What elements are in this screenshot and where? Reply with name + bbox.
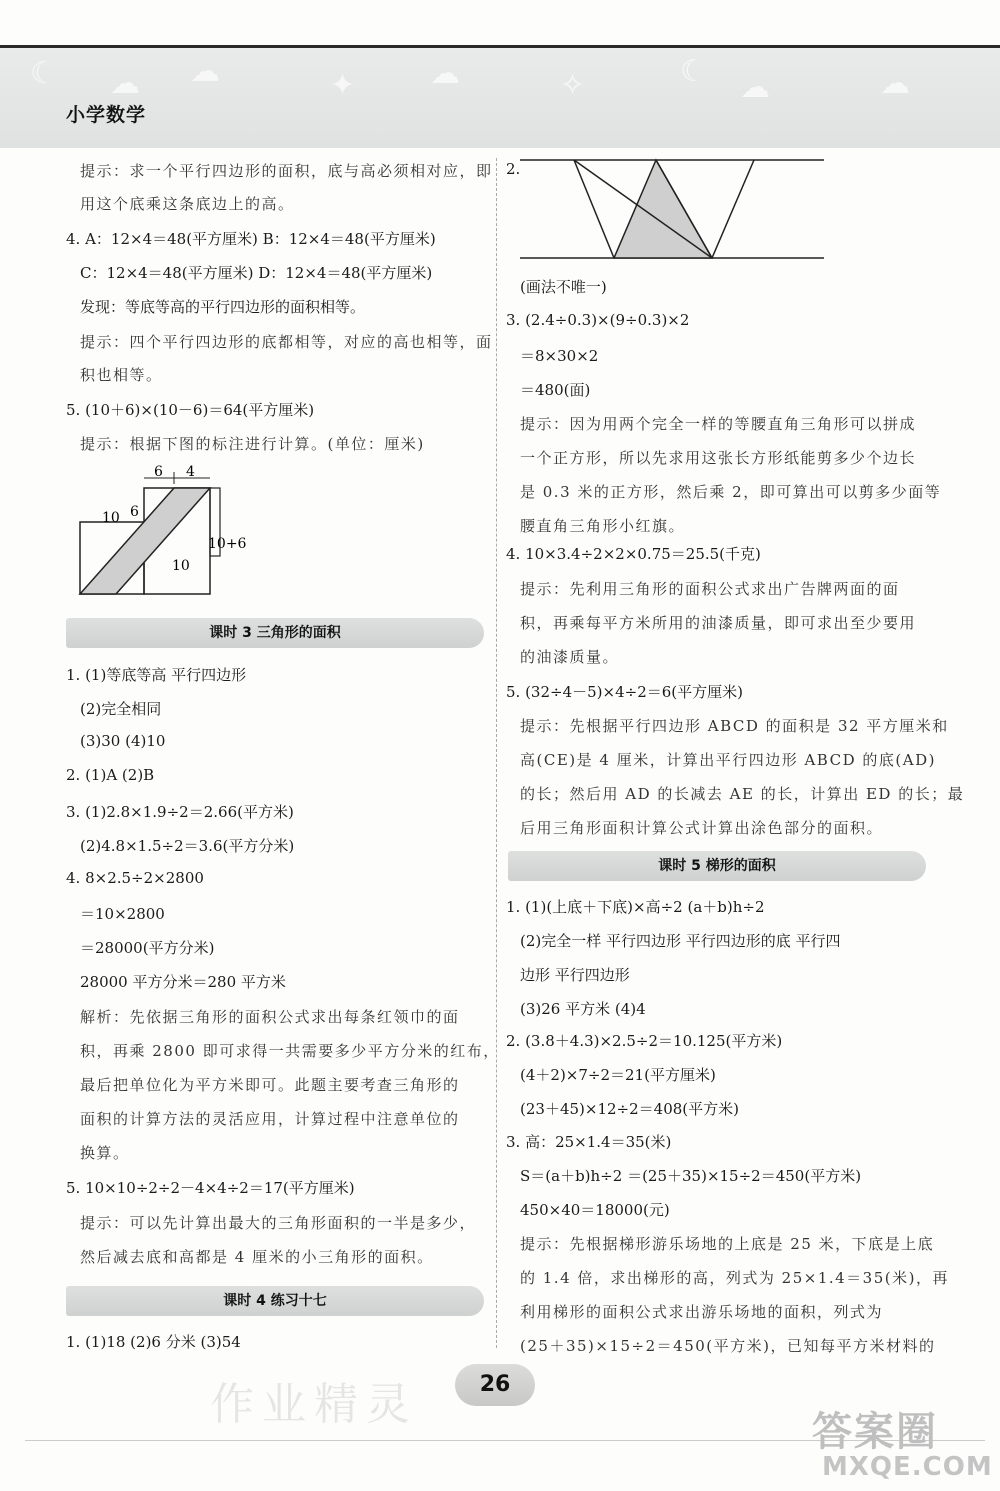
answer-line: 4. A：12×4＝48(平方厘米) B：12×4＝48(平方厘米) <box>66 230 436 248</box>
star-icon: ✧ <box>560 68 586 103</box>
answer-line: (23＋45)×12÷2＝408(平方米) <box>520 1100 739 1118</box>
hint-text: 提示：因为用两个完全一样的等腰直角三角形可以拼成 <box>520 415 917 433</box>
subject-title: 小学数学 <box>66 104 147 126</box>
answer-line: 5. (10＋6)×(10－6)＝64(平方厘米) <box>66 401 315 419</box>
answer-line: 2. (3.8＋4.3)×2.5÷2＝10.125(平方米) <box>506 1032 783 1050</box>
answer-line: 2. (1)A (2)B <box>66 766 155 784</box>
label-10-plus-6: 10+6 <box>208 536 247 552</box>
hint-text: 提示：先根据梯形游乐场地的上底是 25 米，下底是上底 <box>520 1235 935 1253</box>
hint-text: (25＋35)×15÷2＝450(平方米)，已知每平方米材料的 <box>520 1337 936 1355</box>
answer-line: 1. (1)(上底＋下底)×高÷2 (a＋b)h÷2 <box>506 898 765 916</box>
answer-line: 3. (2.4÷0.3)×(9÷0.3)×2 <box>506 311 690 329</box>
hint-text: 的长；然后用 AD 的长减去 AE 的长，计算出 ED 的长；最 <box>520 785 965 803</box>
hint-text: 高(CE)是 4 厘米，计算出平行四边形 ABCD 的底(AD) <box>520 751 936 769</box>
hint-text: 提示：根据下图的标注进行计算。(单位：厘米) <box>80 435 425 453</box>
answer-line: 450×40＝18000(元) <box>520 1201 670 1219</box>
watermark-text: 作业精灵 <box>210 1379 418 1430</box>
answer-line: 2. <box>506 160 521 178</box>
answer-line: 3. (1)2.8×1.9÷2＝2.66(平方米) <box>66 803 294 821</box>
hint-text: 积，再乘每平方米所用的油漆质量，即可求出至少要用 <box>520 614 917 632</box>
answer-line: ＝480(面) <box>520 381 591 399</box>
answer-line: (画法不唯一) <box>520 278 607 296</box>
site-url: MXQE.COM <box>822 1452 993 1482</box>
moon-icon: ☾ <box>680 54 707 89</box>
answer-line: 1. (1)等底等高 平行四边形 <box>66 666 247 684</box>
hint-text: 腰直角三角形小红旗。 <box>520 517 686 535</box>
label-4: 4 <box>186 464 195 480</box>
section-header-lesson4: 课时 4 练习十七 <box>66 1286 484 1316</box>
answer-line: C：12×4＝48(平方厘米) D：12×4＝48(平方厘米) <box>80 264 433 282</box>
label-10: 10 <box>102 510 120 526</box>
hint-text: 然后减去底和高都是 4 厘米的小三角形的面积。 <box>80 1248 434 1266</box>
answer-line: 3. 高：25×1.4＝35(米) <box>506 1133 672 1151</box>
answer-line: 4. 8×2.5÷2×2800 <box>66 869 204 887</box>
cloud-icon: ☁ <box>740 70 770 105</box>
answer-line: 5. (32÷4－5)×4÷2＝6(平方厘米) <box>506 683 743 701</box>
hint-text: 是 0.3 米的正方形，然后乘 2，即可算出可以剪多少面等 <box>520 483 942 501</box>
hint-text: 最后把单位化为平方米即可。此题主要考查三角形的 <box>80 1076 460 1094</box>
answer-line: (2)完全一样 平行四边形 平行四边形的底 平行四 <box>520 932 841 950</box>
hint-text: 的 1.4 倍，求出梯形的高，列式为 25×1.4＝35(米)，再 <box>520 1269 949 1287</box>
cloud-icon: ☁ <box>190 54 220 89</box>
cloud-icon: ☁ <box>880 66 910 101</box>
section-header-lesson3: 课时 3 三角形的面积 <box>66 618 484 648</box>
answer-line: ＝8×30×2 <box>520 347 599 365</box>
answer-line: (2)完全相同 <box>80 700 162 718</box>
column-divider <box>496 158 497 1348</box>
answer-line: 28000 平方分米＝280 平方米 <box>80 973 286 991</box>
cloud-icon: ☁ <box>430 56 460 91</box>
star-icon: ✦ <box>330 68 356 103</box>
answer-line: 4. 10×3.4÷2×2×0.75＝25.5(千克) <box>506 545 761 563</box>
hint-text: 提示：求一个平行四边形的面积，底与高必须相对应，即 <box>80 162 493 180</box>
answer-line: (3)30 (4)10 <box>80 732 166 750</box>
left-column-end <box>66 0 491 1360</box>
label-6b: 6 <box>130 504 139 520</box>
answer-line: 边形 平行四边形 <box>520 966 630 984</box>
answer-line: ＝28000(平方分米) <box>80 939 215 957</box>
answer-line: (2)4.8×1.5÷2＝3.6(平方分米) <box>80 837 295 855</box>
answer-line: ＝10×2800 <box>80 905 165 923</box>
page-number: 26 <box>455 1364 535 1406</box>
hint-text: 后用三角形面积计算公式计算出涂色部分的面积。 <box>520 819 884 837</box>
answer-line: 1. (1)18 (2)6 分米 (3)54 <box>66 1333 241 1351</box>
cloud-icon: ☁ <box>110 66 140 101</box>
hint-text: 提示：先利用三角形的面积公式求出广告牌两面的面 <box>520 580 900 598</box>
hint-text: 利用梯形的面积公式求出游乐场地的面积，列式为 <box>520 1303 884 1321</box>
right-column-lower <box>506 0 949 1360</box>
hint-text: 换算。 <box>80 1144 130 1162</box>
hint-text: 解析：先依据三角形的面积公式求出每条红领巾的面 <box>80 1008 460 1026</box>
section-header-lesson5: 课时 5 梯形的面积 <box>508 851 926 881</box>
site-logo: 答案圈 <box>812 1409 938 1455</box>
hint-text: 积，再乘 2800 即可求得一共需要多少平方分米的红布， <box>80 1042 500 1060</box>
hint-text: 面积的计算方法的灵活应用，计算过程中注意单位的 <box>80 1110 460 1128</box>
answer-line: S＝(a＋b)h÷2 ＝(25＋35)×15÷2＝450(平方米) <box>520 1167 862 1185</box>
hint-text: 用这个底乘这条底边上的高。 <box>80 195 295 213</box>
hint-text: 提示：四个平行四边形的底都相等，对应的高也相等，面 <box>80 333 493 351</box>
hint-text: 提示：先根据平行四边形 ABCD 的面积是 32 平方厘米和 <box>520 717 949 735</box>
moon-icon: ☾ <box>30 56 57 91</box>
answer-line: (4＋2)×7÷2＝21(平方厘米) <box>520 1066 716 1084</box>
hint-text: 提示：可以先计算出最大的三角形面积的一半是多少， <box>80 1214 477 1232</box>
answer-line: (3)26 平方米 (4)4 <box>520 1000 646 1018</box>
answer-line: 发现：等底等高的平行四边形的面积相等。 <box>80 298 366 316</box>
hint-text: 积也相等。 <box>80 366 163 384</box>
label-10b: 10 <box>172 558 190 574</box>
label-6: 6 <box>154 464 163 480</box>
answer-line: 5. 10×10÷2÷2－4×4÷2＝17(平方厘米) <box>66 1179 355 1197</box>
hint-text: 一个正方形，所以先求用这张长方形纸能剪多少个边长 <box>520 449 917 467</box>
hint-text: 的油漆质量。 <box>520 648 620 666</box>
